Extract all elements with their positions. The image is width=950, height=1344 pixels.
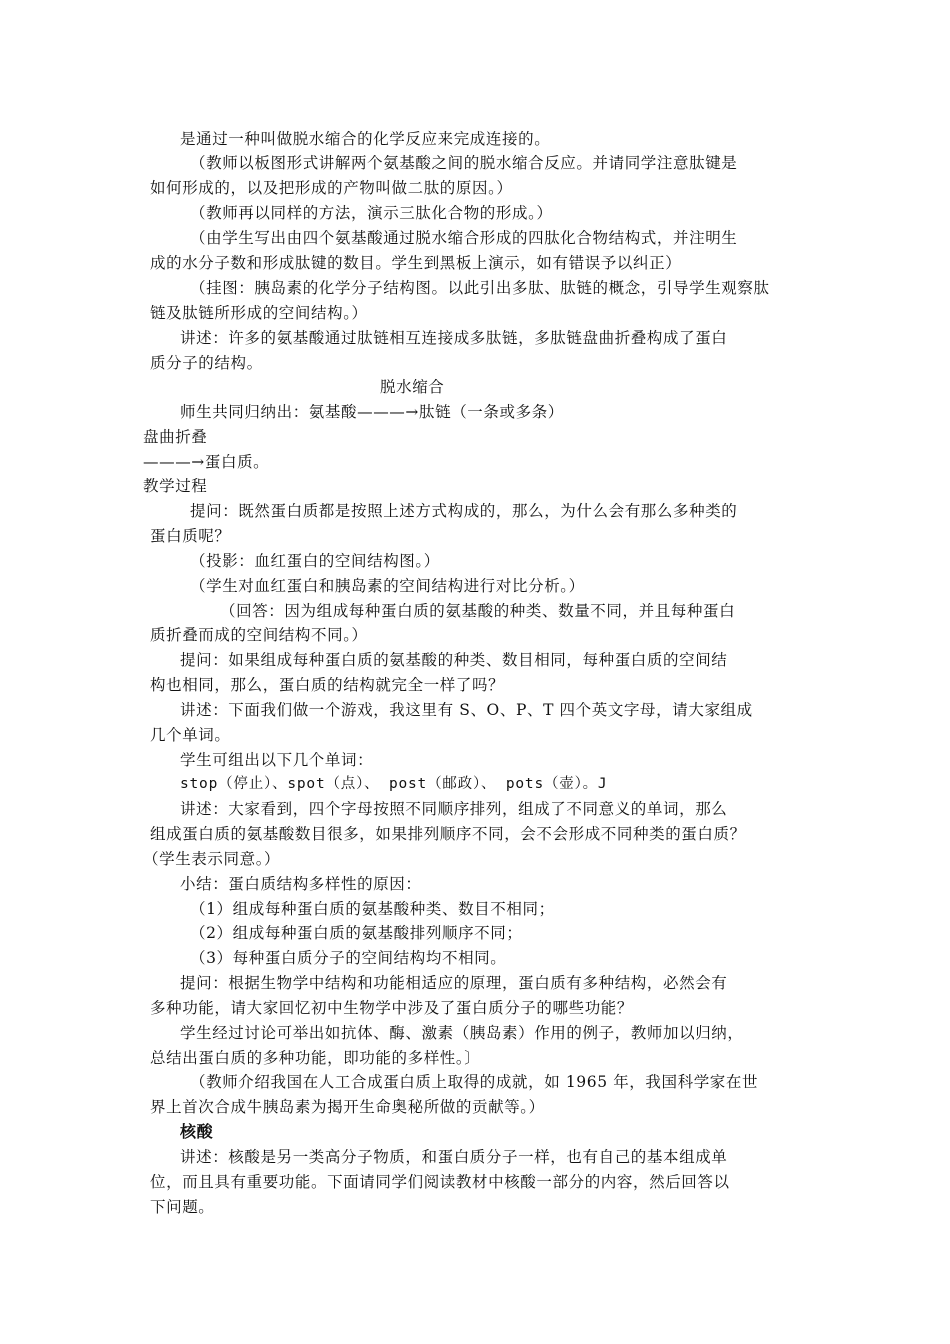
text-line: 组成蛋白质的氨基酸数目很多，如果排列顺序不同，会不会形成不同种类的蛋白质？: [150, 825, 746, 843]
text-line: 如何形成的，以及把形成的产物叫做二肽的原因。）: [150, 179, 513, 197]
text-line: 蛋白质呢？: [150, 527, 231, 545]
text-line: 讲述：许多的氨基酸通过肽链相互连接成多肽链，多肽链盘曲折叠构成了蛋白: [180, 329, 728, 347]
text-line: （学生表示同意。）: [143, 850, 281, 868]
text-line: 下问题。: [150, 1198, 215, 1216]
text-line: 讲述：核酸是另一类高分子物质，和蛋白质分子一样，也有自己的基本组成单: [180, 1148, 728, 1166]
text-line: ———→蛋白质。: [143, 453, 270, 471]
list-item: （3）每种蛋白质分子的空间结构均不相同。: [190, 949, 507, 967]
reaction-label: 脱水缩合: [380, 378, 445, 396]
text-line: 质折叠而成的空间结构不同。）: [150, 626, 368, 644]
list-item: （1）组成每种蛋白质的氨基酸种类、数目不相同；: [190, 900, 555, 918]
text-line: 提问：既然蛋白质都是按照上述方式构成的，那么，为什么会有那么多种类的: [190, 502, 738, 520]
text-line: （学生对血红蛋白和胰岛素的空间结构进行对比分析。）: [190, 577, 585, 595]
word-list: stop（停止）、spot（点）、 post（邮政）、 pots（壶）。J: [180, 776, 608, 792]
text-line: 构也相同，那么，蛋白质的结构就完全一样了吗？: [150, 676, 505, 694]
text-line: （由学生写出由四个氨基酸通过脱水缩合形成的四肽化合物结构式，并注明生: [190, 229, 738, 247]
text-line: 成的水分子数和形成肽键的数目。学生到黑板上演示，如有错误予以纠正）: [150, 254, 682, 272]
text-line: （教师再以同样的方法，演示三肽化合物的形成。）: [190, 204, 553, 222]
text-line: （回答：因为组成每种蛋白质的氨基酸的种类、数量不同，并且每种蛋白: [220, 602, 736, 620]
text-line: 学生经过讨论可举出如抗体、酶、激素（胰岛素）作用的例子，教师加以归纳，: [180, 1024, 744, 1042]
text-line: 位，而且具有重要功能。下面请同学们阅读教材中核酸一部分的内容，然后回答以: [150, 1173, 730, 1191]
text-line: 小结：蛋白质结构多样性的原因：: [180, 875, 422, 893]
text-line: 链及肽链所形成的空间结构。）: [150, 304, 368, 322]
text-line: （挂图：胰岛素的化学分子结构图。以此引出多肽、肽链的概念，引导学生观察肽: [190, 279, 770, 297]
text-line: 几个单词。: [150, 726, 231, 744]
list-item: （2）组成每种蛋白质的氨基酸排列顺序不同；: [190, 924, 523, 942]
text-line: 学生可组出以下几个单词：: [180, 751, 374, 769]
section-heading: 核酸: [180, 1122, 214, 1141]
text-line: 提问：如果组成每种蛋白质的氨基酸的种类、数目相同，每种蛋白质的空间结: [180, 651, 728, 669]
section-title: 教学过程: [143, 477, 208, 495]
text-line: 师生共同归纳出：氨基酸———→肽链（一条或多条）: [180, 403, 564, 421]
text-line: 界上首次合成牛胰岛素为揭开生命奥秘所做的贡献等。）: [150, 1098, 545, 1116]
text-line: 讲述：下面我们做一个游戏，我这里有 S、O、P、T 四个英文字母，请大家组成: [180, 701, 753, 719]
text-line: （投影：血红蛋白的空间结构图。）: [190, 552, 440, 570]
text-line: （教师以板图形式讲解两个氨基酸之间的脱水缩合反应。并请同学注意肽键是: [190, 154, 738, 172]
text-line: 是通过一种叫做脱水缩合的化学反应来完成连接的。: [180, 130, 551, 148]
text-line: （教师介绍我国在人工合成蛋白质上取得的成就，如 1965 年，我国科学家在世: [190, 1073, 759, 1091]
text-line: 质分子的结构。: [150, 354, 263, 372]
text-line: 提问：根据生物学中结构和功能相适应的原理，蛋白质有多种结构，必然会有: [180, 974, 728, 992]
text-line: 多种功能，请大家回忆初中生物学中涉及了蛋白质分子的哪些功能？: [150, 999, 634, 1017]
text-line: 总结出蛋白质的多种功能，即功能的多样性。〕: [150, 1049, 481, 1067]
text-line: 讲述：大家看到，四个字母按照不同顺序排列，组成了不同意义的单词，那么: [180, 800, 728, 818]
reaction-label: 盘曲折叠: [143, 428, 208, 446]
